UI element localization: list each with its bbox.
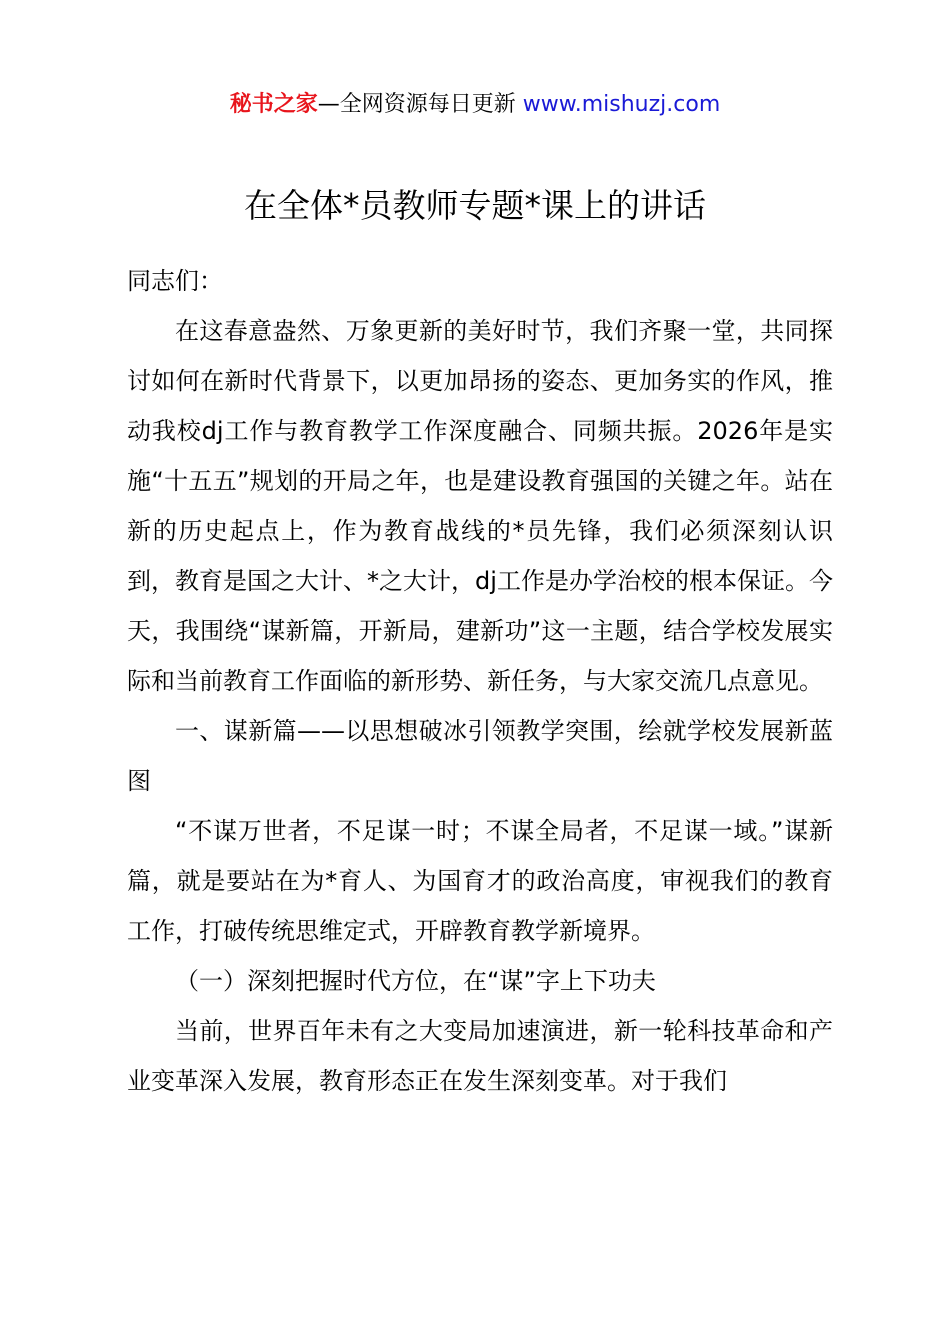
brand-name: 秘书之家: [229, 92, 318, 117]
paragraph-subsection-1: 当前，世界百年未有之大变局加速演进，新一轮科技革命和产业变革深入发展，教育形态正在发生深刻变革。对于我们: [127, 1017, 833, 1095]
subsection-heading-1: （一）深刻把握时代方位，在“谋”字上下功夫: [175, 967, 656, 995]
paragraph-intro: 在这春意盎然、万象更新的美好时节，我们齐聚一堂，共同探讨如何在新时代背景下，以更加昂扬的姿态、更加务实的作风，推动我校dj工作与教育教学工作深度融合、同频共振。2026年是实施“十五五”规划的开局之年，也是建设教育强国的关键之年。站在新的历史起点上，作为教育战线的*员先锋，我们必须深刻认识到，教育是国之大计、*之大计，dj工作是办学治校的根本保证。今天，我围绕“谋新篇，开新局，建新功”这一主题，结合学校发展实际和当前教育工作面临的新形势、新任务，与大家交流几点意见。: [127, 317, 833, 695]
site-url[interactable]: www.mishuzj.com: [522, 92, 721, 117]
paragraph-section-1: “不谋万世者，不足谋一时；不谋全局者，不足谋一域。”谋新篇，就是要站在为*育人、为国育才的政治高度，审视我们的教育工作，打破传统思维定式，开辟教育教学新境界。: [127, 817, 833, 945]
document-body: [127, 256, 833, 1106]
header-tagline: —全网资源每日更新: [317, 92, 523, 117]
document-title: 在全体*员教师专题*课上的讲话: [244, 186, 706, 225]
greeting: 同志们：: [127, 267, 223, 295]
section-heading-1: 一、谋新篇——以思想破冰引领教学突围，绘就学校发展新蓝图: [127, 717, 833, 795]
site-header: [0, 88, 950, 122]
